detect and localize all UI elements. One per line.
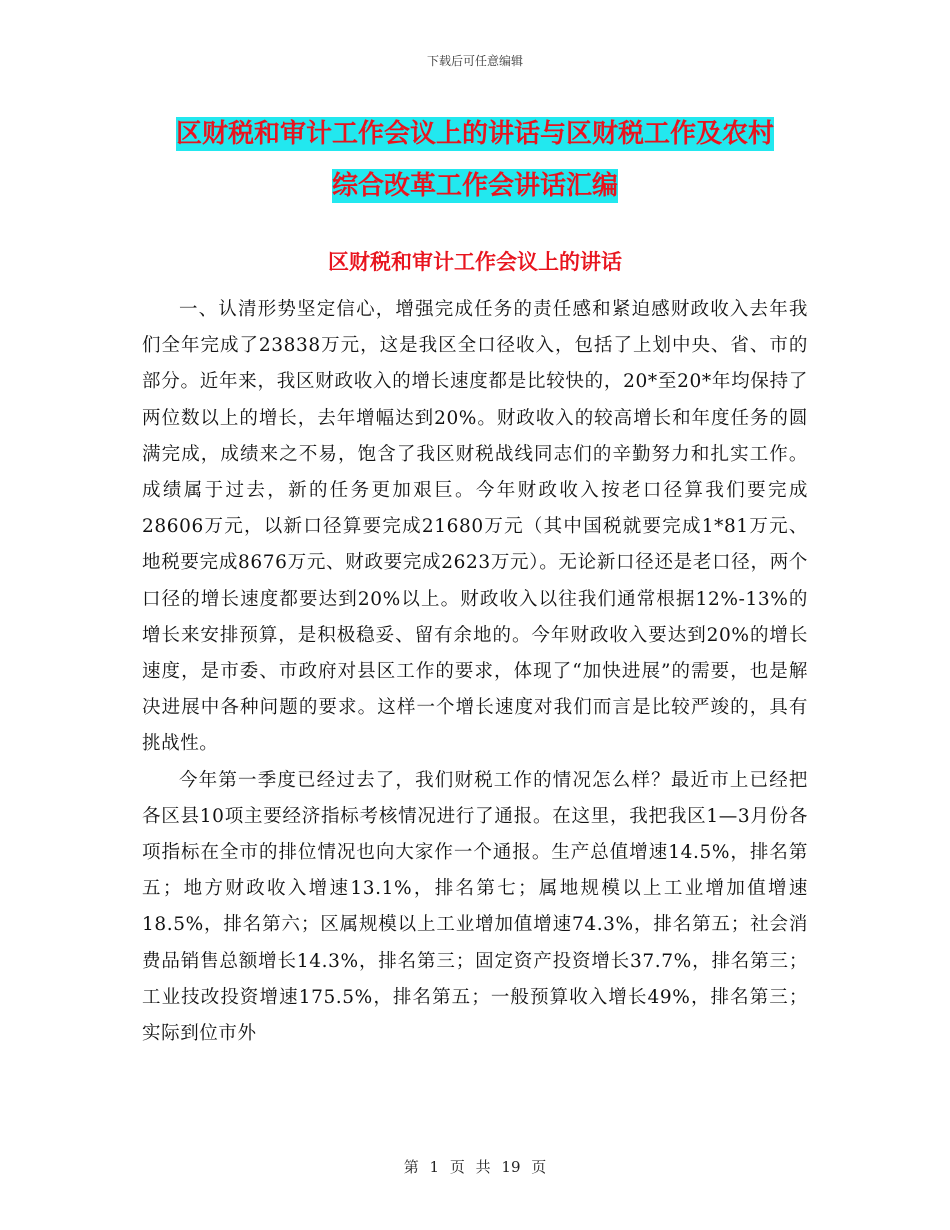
- document-title-line1: 区财税和审计工作会议上的讲话与区财税工作及农村: [175, 119, 774, 149]
- page-prefix: 第: [403, 1158, 419, 1176]
- body-text: [142, 292, 808, 1052]
- page-suffix: 页: [531, 1158, 547, 1176]
- paragraph-1: 一、认清形势坚定信心，增强完成任务的责任感和紧迫感财政收入去年我们全年完成了23838万元，这是我区全口径收入，包括了上划中央、省、市的部分。近年来，我区财政收入的增长速度都是比较快的，20*至20*年均保持了两位数以上的增长，去年增幅达到20%。财政收入的较高增长和年度任务的圆满完成，成绩来之不易，饱含了我区财税战线同志们的辛勤努力和扎实工作。成绩属于过去，新的任务更加艰巨。今年财政收入按老口径算我们要完成28606万元，以新口径算要完成21680万元（其中国税就要完成1*81万元、地税要完成8676万元、财政要完成2623万元）。无论新口径还是老口径，两个口径的增长速度都要达到20%以上。财政收入以往我们通常根据12%-13%的增长来安排预算，是积极稳妥、留有余地的。今年财政收入要达到20%的增长速度，是市委、市政府对县区工作的要求，体现了“加快进展”的需要，也是解决进展中各种问题的要求。这样一个增长速度对我们而言是比较严竣的，具有挑战性。: [142, 299, 808, 755]
- header-note: 下载后可任意编辑: [426, 54, 523, 68]
- page-total-prefix: 共: [475, 1158, 491, 1176]
- page-total: 19: [501, 1158, 521, 1176]
- page-footer: [0, 1156, 950, 1177]
- document-title: [120, 108, 830, 212]
- paragraph-2: 今年第一季度已经过去了，我们财税工作的情况怎么样？最近市上已经把各区县10项主要经济指标考核情况进行了通报。在这里，我把我区1—3月份各项指标在全市的排位情况也向大家作一个通报。生产总值增速14.5%，排名第五；地方财政收入增速13.1%，排名第七；属地规模以上工业增加值增速18.5%，排名第六；区属规模以上工业增加值增速74.3%，排名第五；社会消费品销售总额增长14.3%，排名第三；固定资产投资增长37.7%，排名第三；工业技改投资增速175.5%，排名第五；一般预算收入增长49%，排名第三；实际到位市外: [142, 769, 808, 1045]
- page-current: 1: [429, 1158, 440, 1176]
- page-mid: 页: [449, 1158, 465, 1176]
- section-title: 区财税和审计工作会议上的讲话: [328, 250, 622, 274]
- document-title-line2: 综合改革工作会讲话汇编: [331, 171, 618, 201]
